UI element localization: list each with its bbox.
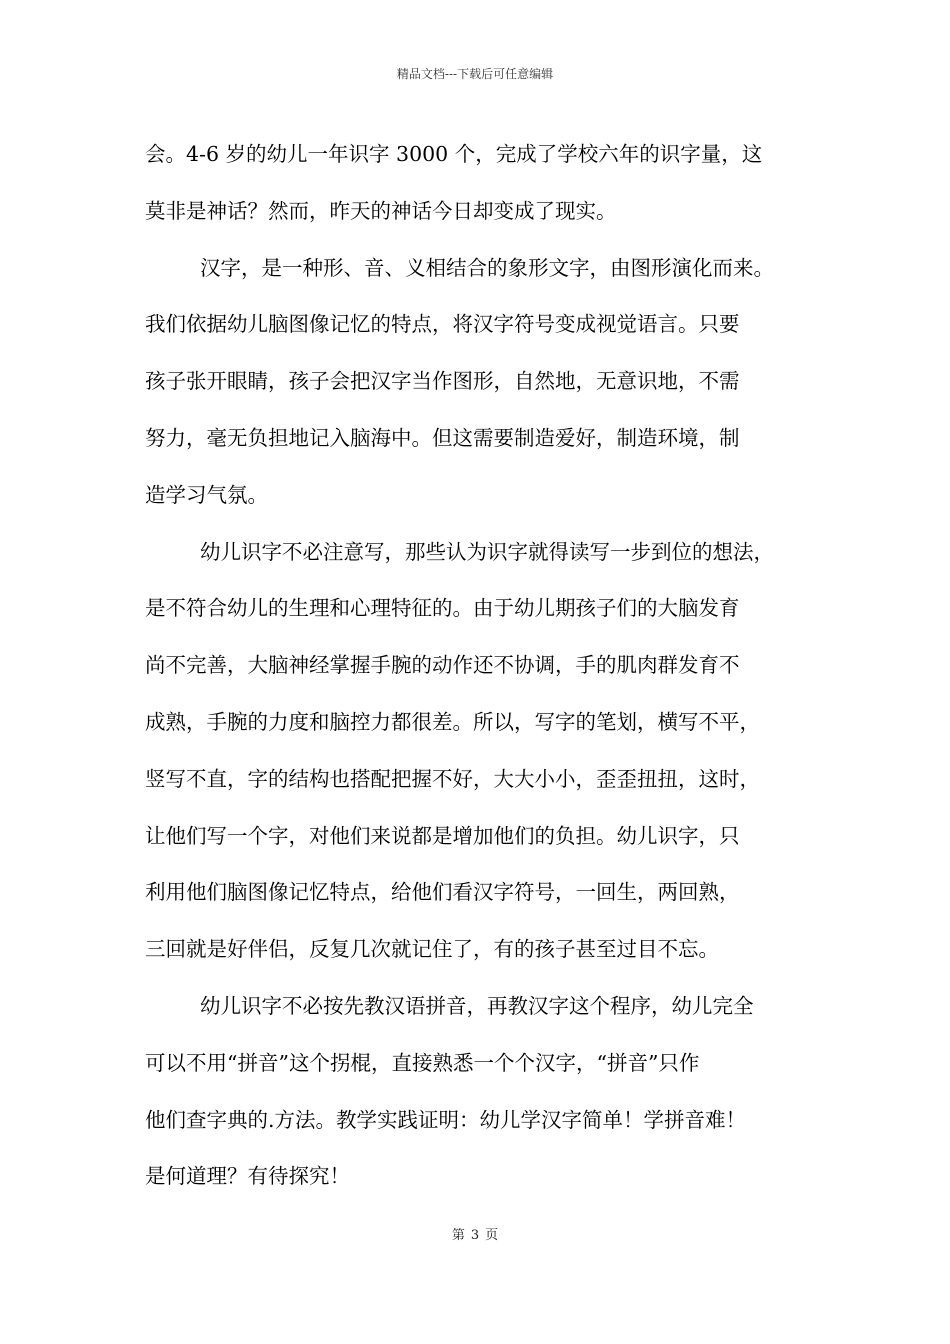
text-line: 成熟，手腕的力度和脑控力都很差。所以，写字的笔划，横写不平，: [145, 709, 760, 734]
page-header: 精品文档---下载后可任意编辑: [396, 67, 554, 81]
paragraph: [145, 524, 810, 978]
text-line: 孩子张开眼睛，孩子会把汉字当作图形，自然地，无意识地，不需: [145, 369, 740, 394]
text-line: 三回就是好伴侣，反复几次就记住了，有的孩子甚至过目不忘。: [145, 937, 719, 962]
text-line: 尚不完善，大脑神经掌握手腕的动作还不协调，手的肌肉群发育不: [145, 653, 740, 678]
text-line: 会。4-6 岁的幼儿一年识字 3000 个，完成了学校六年的识字量，这: [145, 142, 763, 166]
text-line: 可以不用“拼音”这个拐棍，直接熟悉一个个汉字，“拼音”只作: [145, 1050, 700, 1075]
text-line: 利用他们脑图像记忆特点，给他们看汉字符号，一回生，两回熟，: [145, 880, 740, 905]
text-line: 是何道理？有待探究！: [145, 1164, 350, 1189]
page-number-prefix: 第: [451, 1228, 465, 1243]
page-number: 3: [470, 1228, 480, 1243]
paragraph: [145, 240, 810, 524]
text-line: 是不符合幼儿的生理和心理特征的。由于幼儿期孩子们的大脑发育: [145, 596, 740, 621]
text-line: 汉字，是一种形、音、义相结合的象形文字，由图形演化而来。: [200, 255, 774, 280]
text-line: 让他们写一个字，对他们来说都是增加他们的负担。幼儿识字，只: [145, 823, 740, 848]
text-line: 努力，毫无负担地记入脑海中。但这需要制造爱好，制造环境，制: [145, 425, 740, 450]
text-line: 我们依据幼儿脑图像记忆的特点，将汉字符号变成视觉语言。只要: [145, 312, 740, 337]
paragraph: [145, 978, 810, 1205]
document-body: [145, 126, 810, 1205]
page-number-suffix: 页: [485, 1228, 499, 1243]
text-line: 造学习气氛。: [145, 482, 268, 507]
text-line: 他们查字典的.方法。教学实践证明：幼儿学汉字简单！学拼音难！: [145, 1107, 747, 1132]
text-line: 幼儿识字不必注意写，那些认为识字就得读写一步到位的想法，: [200, 539, 774, 564]
text-line: 竖写不直，字的结构也搭配把握不好，大大小小，歪歪扭扭，这时，: [145, 766, 760, 791]
text-line: 幼儿识字不必按先教汉语拼音，再教汉字这个程序，幼儿完全: [200, 993, 754, 1018]
text-line: 莫非是神话？然而，昨天的神话今日却变成了现实。: [145, 198, 617, 223]
page-footer: [0, 1227, 950, 1245]
paragraph: [145, 126, 810, 240]
